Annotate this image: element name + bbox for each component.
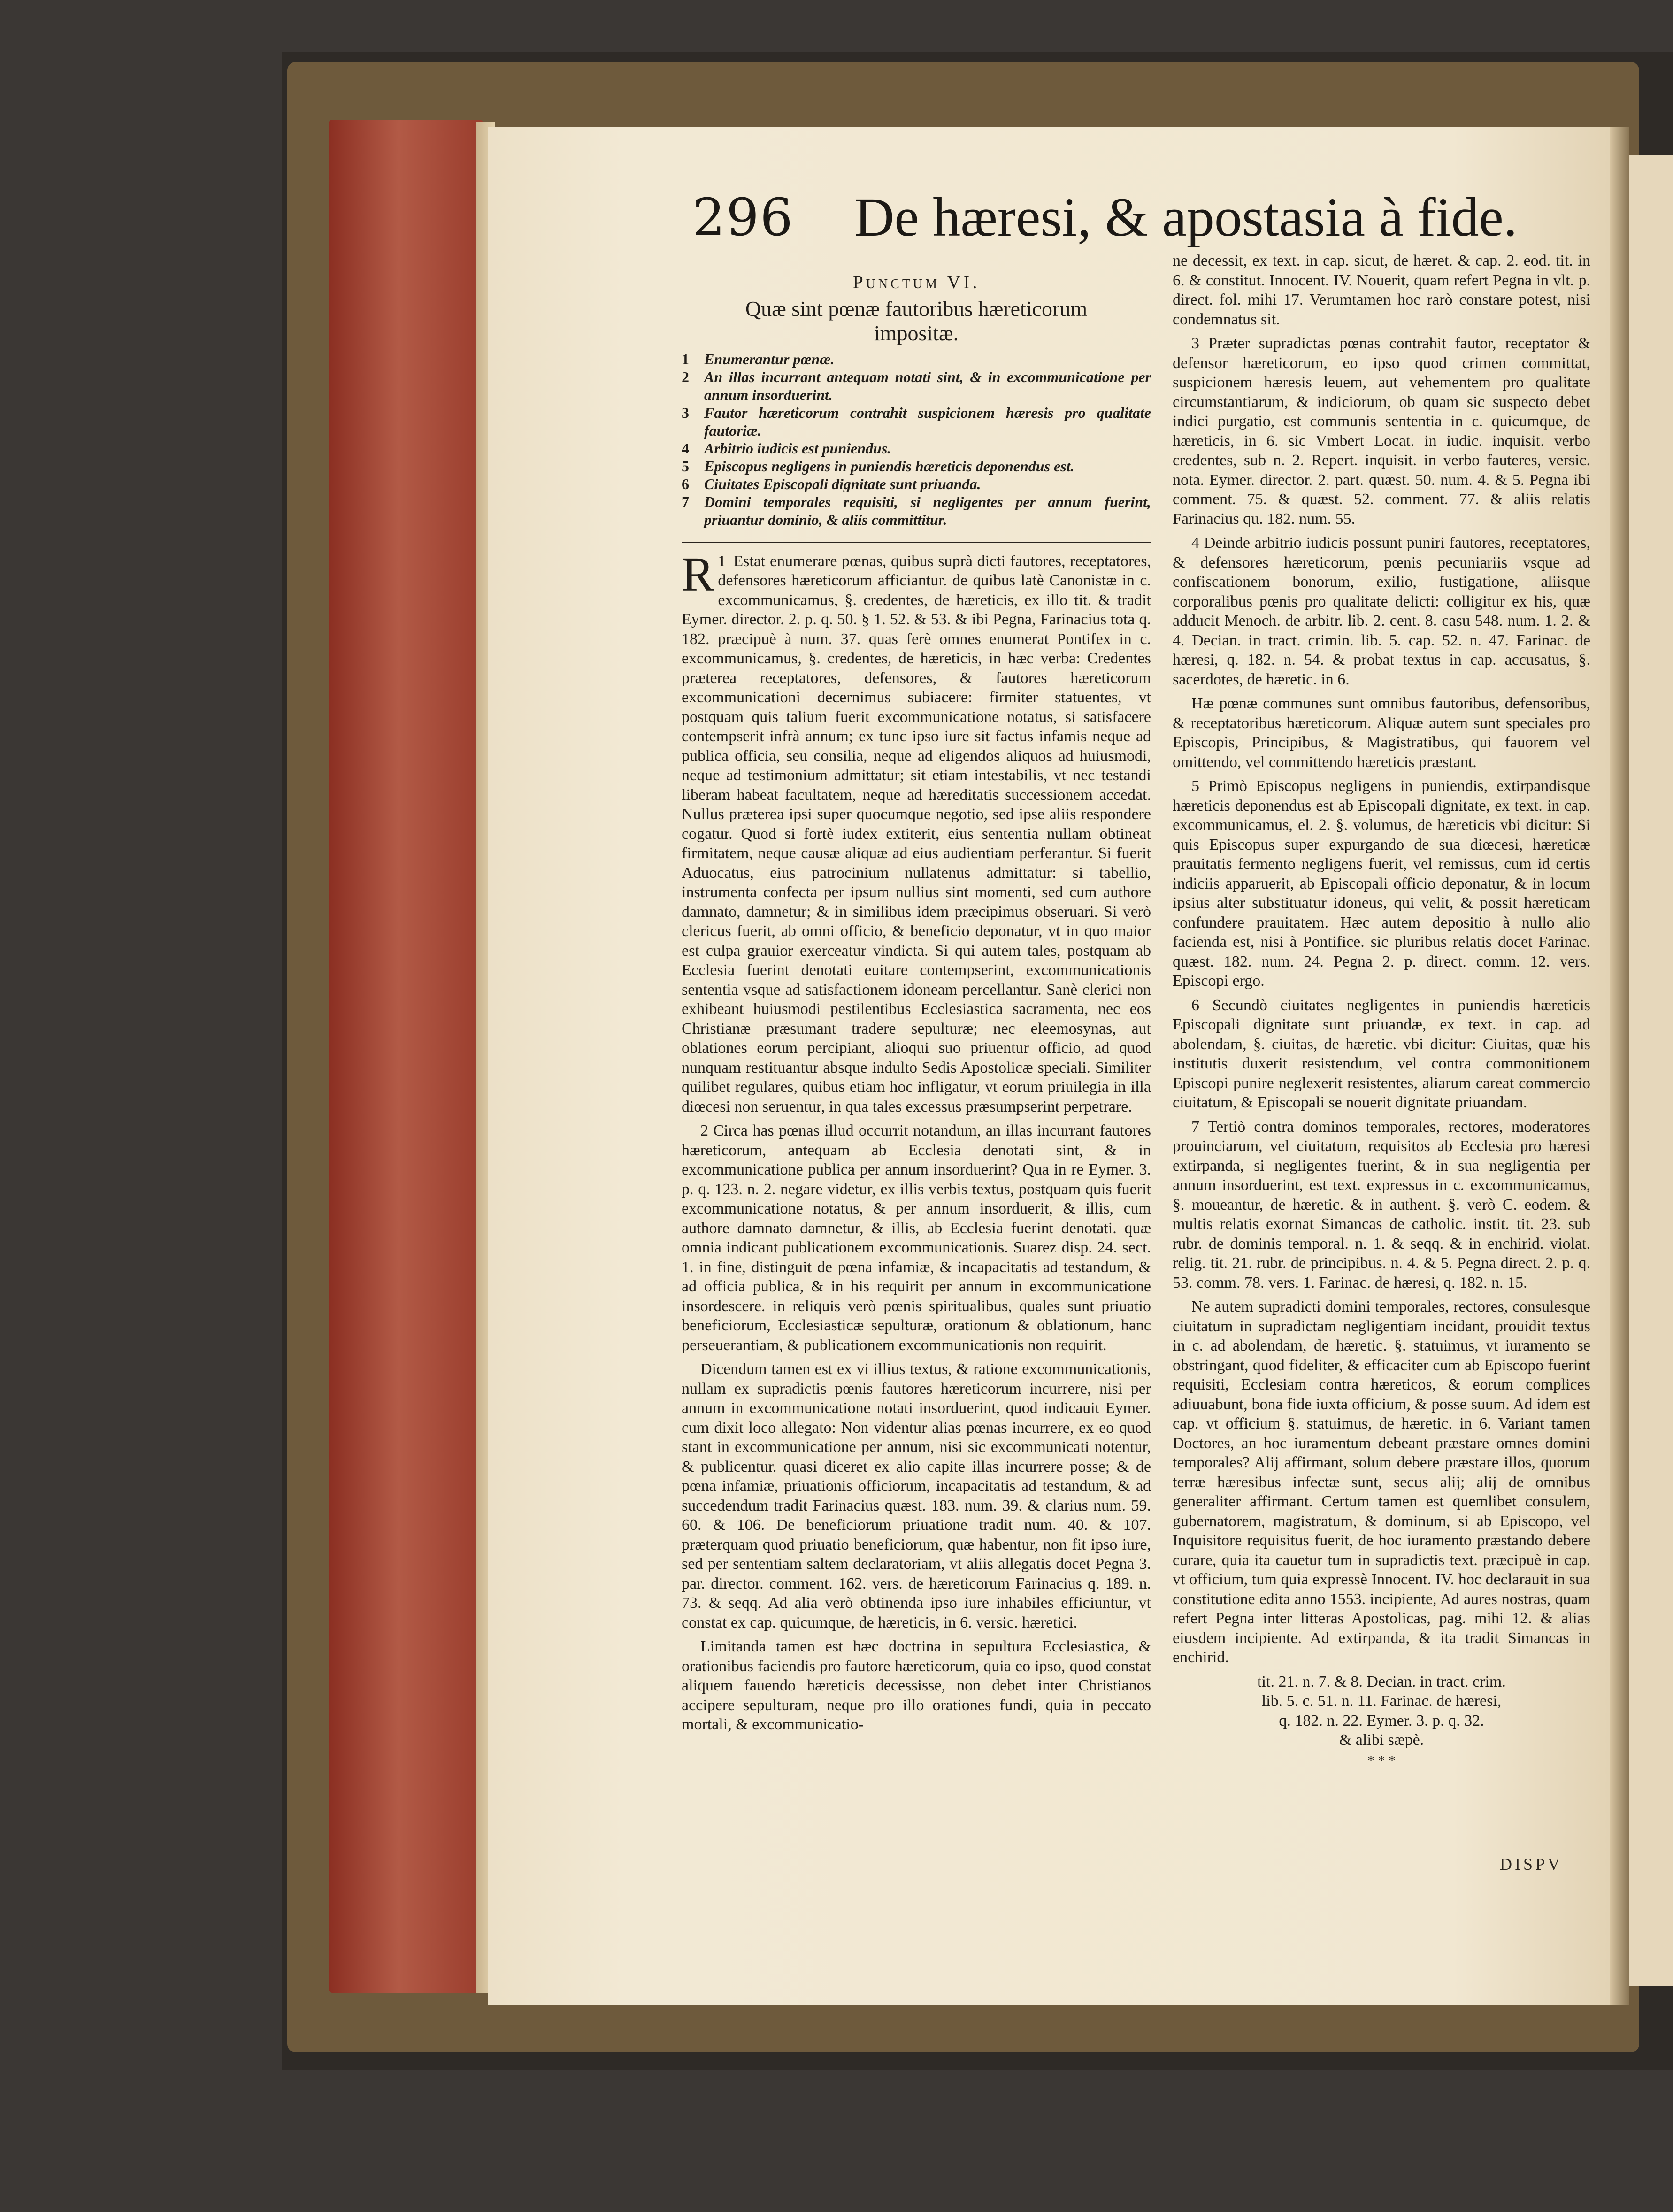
paragraph-communes: Hæ pœnæ communes sunt omnibus fautoribus, defensoribus, & receptatoribus hæreticorum. Aliquæ autem sunt speciales pro Episcopis, Principibus, & Magistratibus, qui fauorem vel omittendo, vel committendo hæreticis præstant. (1173, 695, 1590, 771)
summary-num: 7 (682, 493, 689, 510)
page-block-red-edge (329, 120, 483, 1993)
paragraph-1 (682, 547, 1151, 1117)
summary-list (682, 350, 1151, 529)
summary-text: An illas incurrant antequam notati sint, & in excommunicatione per annum insorduerint. (704, 368, 1151, 403)
summary-num: 6 (682, 475, 689, 492)
left-column (682, 272, 1151, 1739)
facing-page-edge (1629, 155, 1673, 1986)
summary-text: Fautor hæreticorum contrahit suspicionem hæresis pro qualitate fautoriæ. (704, 404, 1151, 439)
paragraph-number: 1 (718, 552, 726, 570)
summary-item (682, 368, 1151, 404)
paragraph-continued: ne decessit, ex text. in cap. sicut, de hæret. & cap. 2. eod. tit. in 6. & constitut. Innocent. IV. Nouerit, quam refert Pegna in vlt. p. direct. fol. mihi 17. Verumtamen hoc rarò constare potest, nisi condemnatus sit. (1173, 252, 1590, 328)
right-column (1173, 251, 1590, 1770)
tail-line: & alibi sæpè. (1339, 1731, 1424, 1749)
summary-text: Enumerantur pœnæ. (704, 350, 835, 368)
summary-item (682, 404, 1151, 439)
paragraph-4: Limitanda tamen est hæc doctrina in sepultura Ecclesiastica, & orationibus faciendis pro fautore hæreticorum, quia eo ipso, quod constat aliquem fauendo hæreticis decessisse, non debet inter Christianos accipere sepulturam, neque pro illo orationes fundi, quia in peccato mortali, & excommunicatio- (682, 1638, 1151, 1733)
tail-line: lib. 5. c. 51. n. 11. Farinac. de hæresi, (1261, 1692, 1502, 1710)
summary-item (682, 350, 1151, 368)
paragraph-5-episcopus: 5 Primò Episcopus negligens in puniendis, extirpandisque hæreticis deponendus est ab Episcopali dignitate, ex text. in cap. excommunicamus, el. 2. §. volumus, de hæreticis vbi dicitur: Si quis Episcopus super expurgando de sua diœcesi, hæreticæ prauitatis fermento negligens fuerit, vel remissus, cum id certis indiciis apparuerit, ab Episcopali officio deponatur, & in locum ipsius alter substituatur idoneus, qui velit, & possit hæreticam confundere prauitatem. Hæc autem depositio à nullo alio facienda est, nisi à Pontifice. sic pluribus relatis docet Farinac. quæst. 182. num. 24. Pegna 2. p. direct. comm. 12. vers. Episcopi ergo. (1173, 777, 1590, 990)
summary-item (682, 475, 1151, 493)
paragraph-2: 2 Circa has pœnas illud occurrit notandum, an illas incurrant fautores hæreticorum, antequam ab Ecclesia denotati sint, & in excommunicatione publica per annum insorduerint? Qua in re Eymer. 3. p. q. 123. n. 2. negare videtur, ex illis verbis textus, postquam quis fuerit excommunicatione notatus, & per annum insorduerit, & illis, cum authore damnato damnetur, & illis, ab Ecclesia fuerint denotati. quæ omnia indicant publicationem excommunicationis. Suarez disp. 24. sect. 1. in fine, distinguit de pœna infamiæ, & incapacitatis ad testandum, & ad officia publica, & in his requirit per annum in excommunicatione insordescere. in reliquis verò pœnis spiritualibus, quales sunt priuatio beneficiorum, Ecclesiasticæ sepulturæ, orationum & oblationum, hanc perseuerantiam, & publicationem excommunicationis non requirit. (682, 1122, 1151, 1354)
tail-line: tit. 21. n. 7. & 8. Decian. in tract. crim. (1257, 1673, 1506, 1690)
paragraph-6-ciuitates: 6 Secundò ciuitates negligentes in puniendis hæreticis Episcopali dignitate sunt priuandæ, ex text. in cap. ad abolendam, §. ciuitas, de hæretic. vbi dicitur: Ciuitas, quæ his institutis duxerit resistendum, vel contra commonitionem Episcopi punire neglexerit resistentes, aliarum careat commercio ciuitatum, & Episcopali se nouerit dignitate priuandam. (1173, 996, 1590, 1111)
paragraph-4-arbitrio: 4 Deinde arbitrio iudicis possunt puniri fautores, receptatores, & defensores hæreticorum, pœnis pecuniariis vsque ad confiscationem bonorum, exilio, fustigatione, aliisque corporalibus pœnis pro qualitate delicti: colligitur ex his, quæ adducit Menoch. de arbitr. lib. 2. cent. 8. casu 548. num. 1. 2. & 4. Decian. in tract. crimin. lib. 5. cap. 52. n. 47. Farinac. de hæresi, q. 182. n. 54. & probat textus in cap. accusatus, §. sacerdotes, de hæretic. in 6. (1173, 534, 1590, 688)
question-heading: Quæ sint pœnæ fautoribus hæreticorum impositæ. (745, 296, 1088, 345)
summary-num: 3 (682, 404, 689, 421)
drop-cap: R (682, 547, 714, 601)
summary-text: Episcopus negligens in puniendis hæreticis deponendus est. (704, 457, 1074, 475)
summary-text: Domini temporales requisiti, si negligentes per annum fuerint, priuantur dominio, & aliis committitur. (704, 493, 1151, 528)
summary-num: 4 (682, 439, 689, 457)
summary-item (682, 457, 1151, 475)
summary-num: 5 (682, 457, 689, 475)
paragraph-text: Estat enumerare pœnas, quibus suprà dicti fautores, receptatores, defensores hæreticorum afficiantur. de quibus latè Canonistæ in c. excommunicamus, §. credentes, de hæreticis, ex illo tit. & tradit Eymer. director. 2. p. q. 50. § 1. 52. & 53. & ibi Pegna, Farinacius tota q. 182. præcipuè à num. 37. quas ferè omnes enumerat Pontifex in c. excommunicamus, §. credentes, de hæreticis, in hæc verba: Credentes præterea receptatores, defensores, & fautores hæreticorum excommunicationi decernimus subiacere: firmiter statuentes, vt postquam quis talium fuerit excommunicatione notatus, si satisfacere contempserit infrà annum; ex tunc ipso iure sit factus infamis neque ad publica officia, seu consilia, neque ad eligendos aliquos ad huiusmodi, neque ad testimonium admittatur; sit etiam intestabilis, vt nec testandi liberam habeat facultatem, neque ad hæreditatis successionem accedat. Nullus præterea ipsi super quocumque negotio, sed ipse aliis respondere cogatur. Quod si fortè iudex extiterit, eius sententia nullam obtineat firmitatem, neque causæ aliquæ ad eius audientiam perferantur. Si fuerit Aduocatus, eius patrocinium nullatenus admittatur: si tabellio, instrumenta confecta per ipsum nullius sint momenti, sed cum authore damnato, damnetur; & in similibus idem præcipimus obseruari. Si verò clericus fuerit, ab omni officio, & beneficio deponatur, vt in quo maior est culpa grauior exerceatur vindicta. Si qui autem tales, postquam ab Ecclesia fuerint denotati euitare contempserint, excommunicationis sententia vsque ad satisfactionem idoneam percellantur. Sanè clerici non exhibeant huiusmodi pestilentibus Ecclesiastica sacramenta, nec eos Christianæ præsumant tradere sepulturæ; nec eleemosynas, aut oblationes eorum percipiant, alioqui suo priuentur officio, ad quod nunquam restituantur absque indulto Sedis Apostolicæ speciali. Similiter quilibet regulares, quibus etiam hoc infligatur, vt eorum priuilegia in illa diœcesi non seruentur, in qua tales excessus præsumpserint perpetrare. (682, 552, 1151, 1115)
summary-rule (682, 542, 1151, 543)
tail-line: q. 182. n. 22. Eymer. 3. p. q. 32. (1279, 1712, 1484, 1729)
punctum-heading: Punctum VI. (852, 271, 980, 292)
ornament-stars: * * * (1367, 1752, 1396, 1768)
summary-item (682, 439, 1151, 457)
summary-text: Arbitrio iudicis est puniendus. (704, 439, 891, 457)
summary-text: Ciuitates Episcopali dignitate sunt priuanda. (704, 475, 981, 492)
summary-num: 1 (682, 350, 689, 368)
running-title: De hæresi, & apostasia à fide. (854, 186, 1518, 248)
paragraph-iuramentum: Ne autem supradicti domini temporales, rectores, consulesque ciuitatum in supradictam negligentiam incidant, prouidit textus in c. ad abolendam, de hæretic. §. statuimus, vt iuramento se obstringant, quod fideliter, & efficaciter cum ab Episcopo fuerint requisiti, Ecclesiam contra hæreticos, & eorum complices adiuuabunt, bona fide iuxta officium, & posse suum. Ad idem est cap. vt officium §. statuimus, de hæretic. in 6. Variant tamen Doctores, an hoc iuramentum debeant præstare omnes domini temporales? Alij affirmant, solum debere præstare illos, quorum terræ hæresibus infectæ sunt, secus alij; alij de omnibus generaliter affirmant. Certum tamen est quemlibet consulem, gubernatorem, magistratum, & dominum, si ab Episcopo, vel Inquisitore requisitus fuerit, de hoc iuramento præstando debere curare, quia ita cauetur tum in supradictis text. præcipuè in cap. vt officium, tum quia expressè Innocent. IV. hoc declarauit in sua constitutione edita anno 1553. incipiente, Ad aures nostras, quam refert Pegna inter litteras Apostolicas, pag. mihi 12. & alias eiusdem incipiente. Ad extirpanda, & ita tradit Simancas in enchirid. (1173, 1298, 1590, 1666)
paragraph-3: Dicendum tamen est ex vi illius textus, & ratione excommunicationis, nullam ex supradictis pœnis fautores hæreticorum incurrere, nisi per annum in excommunicatione notati insorduerint, quod indicauit Eymer. cum dixit loco allegato: Non videntur alias pœnas incurrere, ex eo quod stant in excommunicatione per annum, nisi sic excommunicati notentur, & publicentur. quasi diceret ex alio capite illas incurrere posse; & de pœna infamiæ, priuationis officiorum, incapacitatis ad testandum, & ad succedendum tradit Farinacius quæst. 183. num. 39. & clarius num. 59. 60. & 106. De beneficiorum priuatione tradit num. 40. & 107. præterquam quod priuatio beneficiorum, quæ habentur, non fit ipso iure, sed per sententiam saltem declaratoriam, vt aliis allegatis docet Pegna 3. par. director. comment. 162. vers. de hæreticorum Farinacius q. 189. n. 73. & seqq. Ad alia verò obtinenda ipso iure inhabiles efficiuntur, vt constat ex cap. quicumque, de hæreticis, in 6. versic. hæretici. (682, 1360, 1151, 1631)
summary-num: 2 (682, 368, 689, 385)
page-number: 296 (692, 187, 794, 247)
catchword: DISPV (1500, 1855, 1563, 1874)
paragraph-3-fautor: 3 Præter supradictas pœnas contrahit fautor, receptator & defensor hæreticorum, eo ipso quod crimen committat, suspicionem hæresis leuem, aut vehementem pro qualitate circumstantiarum, & indiciorum, ob quam sic suspecto debet indici purgatio, est communis sententia in c. quicumque, de hæreticis, in 6. sic Vmbert Locat. in iudic. inquisit. verbo credentes, sub n. 2. Repert. inquisit. in verbo fauteres, versic. nota. Eymer. director. 2. part. quæst. 50. num. 4. & 5. Pegna ibi comment. 75. & quæst. 52. comment. 77. & aliis relatis Farinacius qu. 182. num. 55. (1173, 335, 1590, 528)
book-gutter (1610, 127, 1629, 2005)
paragraph-7-domini: 7 Tertiò contra dominos temporales, rectores, moderatores prouinciarum, vel ciuitatum, requisitos ab Ecclesia pro hæresi extirpanda, si negligentes fuerint, & in sua negligentia per annum insorduerint, est text. expressus in c. excommunicamus, §. moueantur, de hæretic. & in authent. §. verò C. eodem. & multis relatis exornat Simancas de catholic. instit. tit. 23. sub rubr. de dominis temporal. n. 1. & seqq. & in enchirid. violat. relig. tit. 21. rubr. de principibus. n. 4. & 5. Pegna direct. 2. p. q. 53. comm. 78. vers. 1. Farinac. de hæresi, q. 182. n. 15. (1173, 1118, 1590, 1291)
summary-item (682, 493, 1151, 529)
